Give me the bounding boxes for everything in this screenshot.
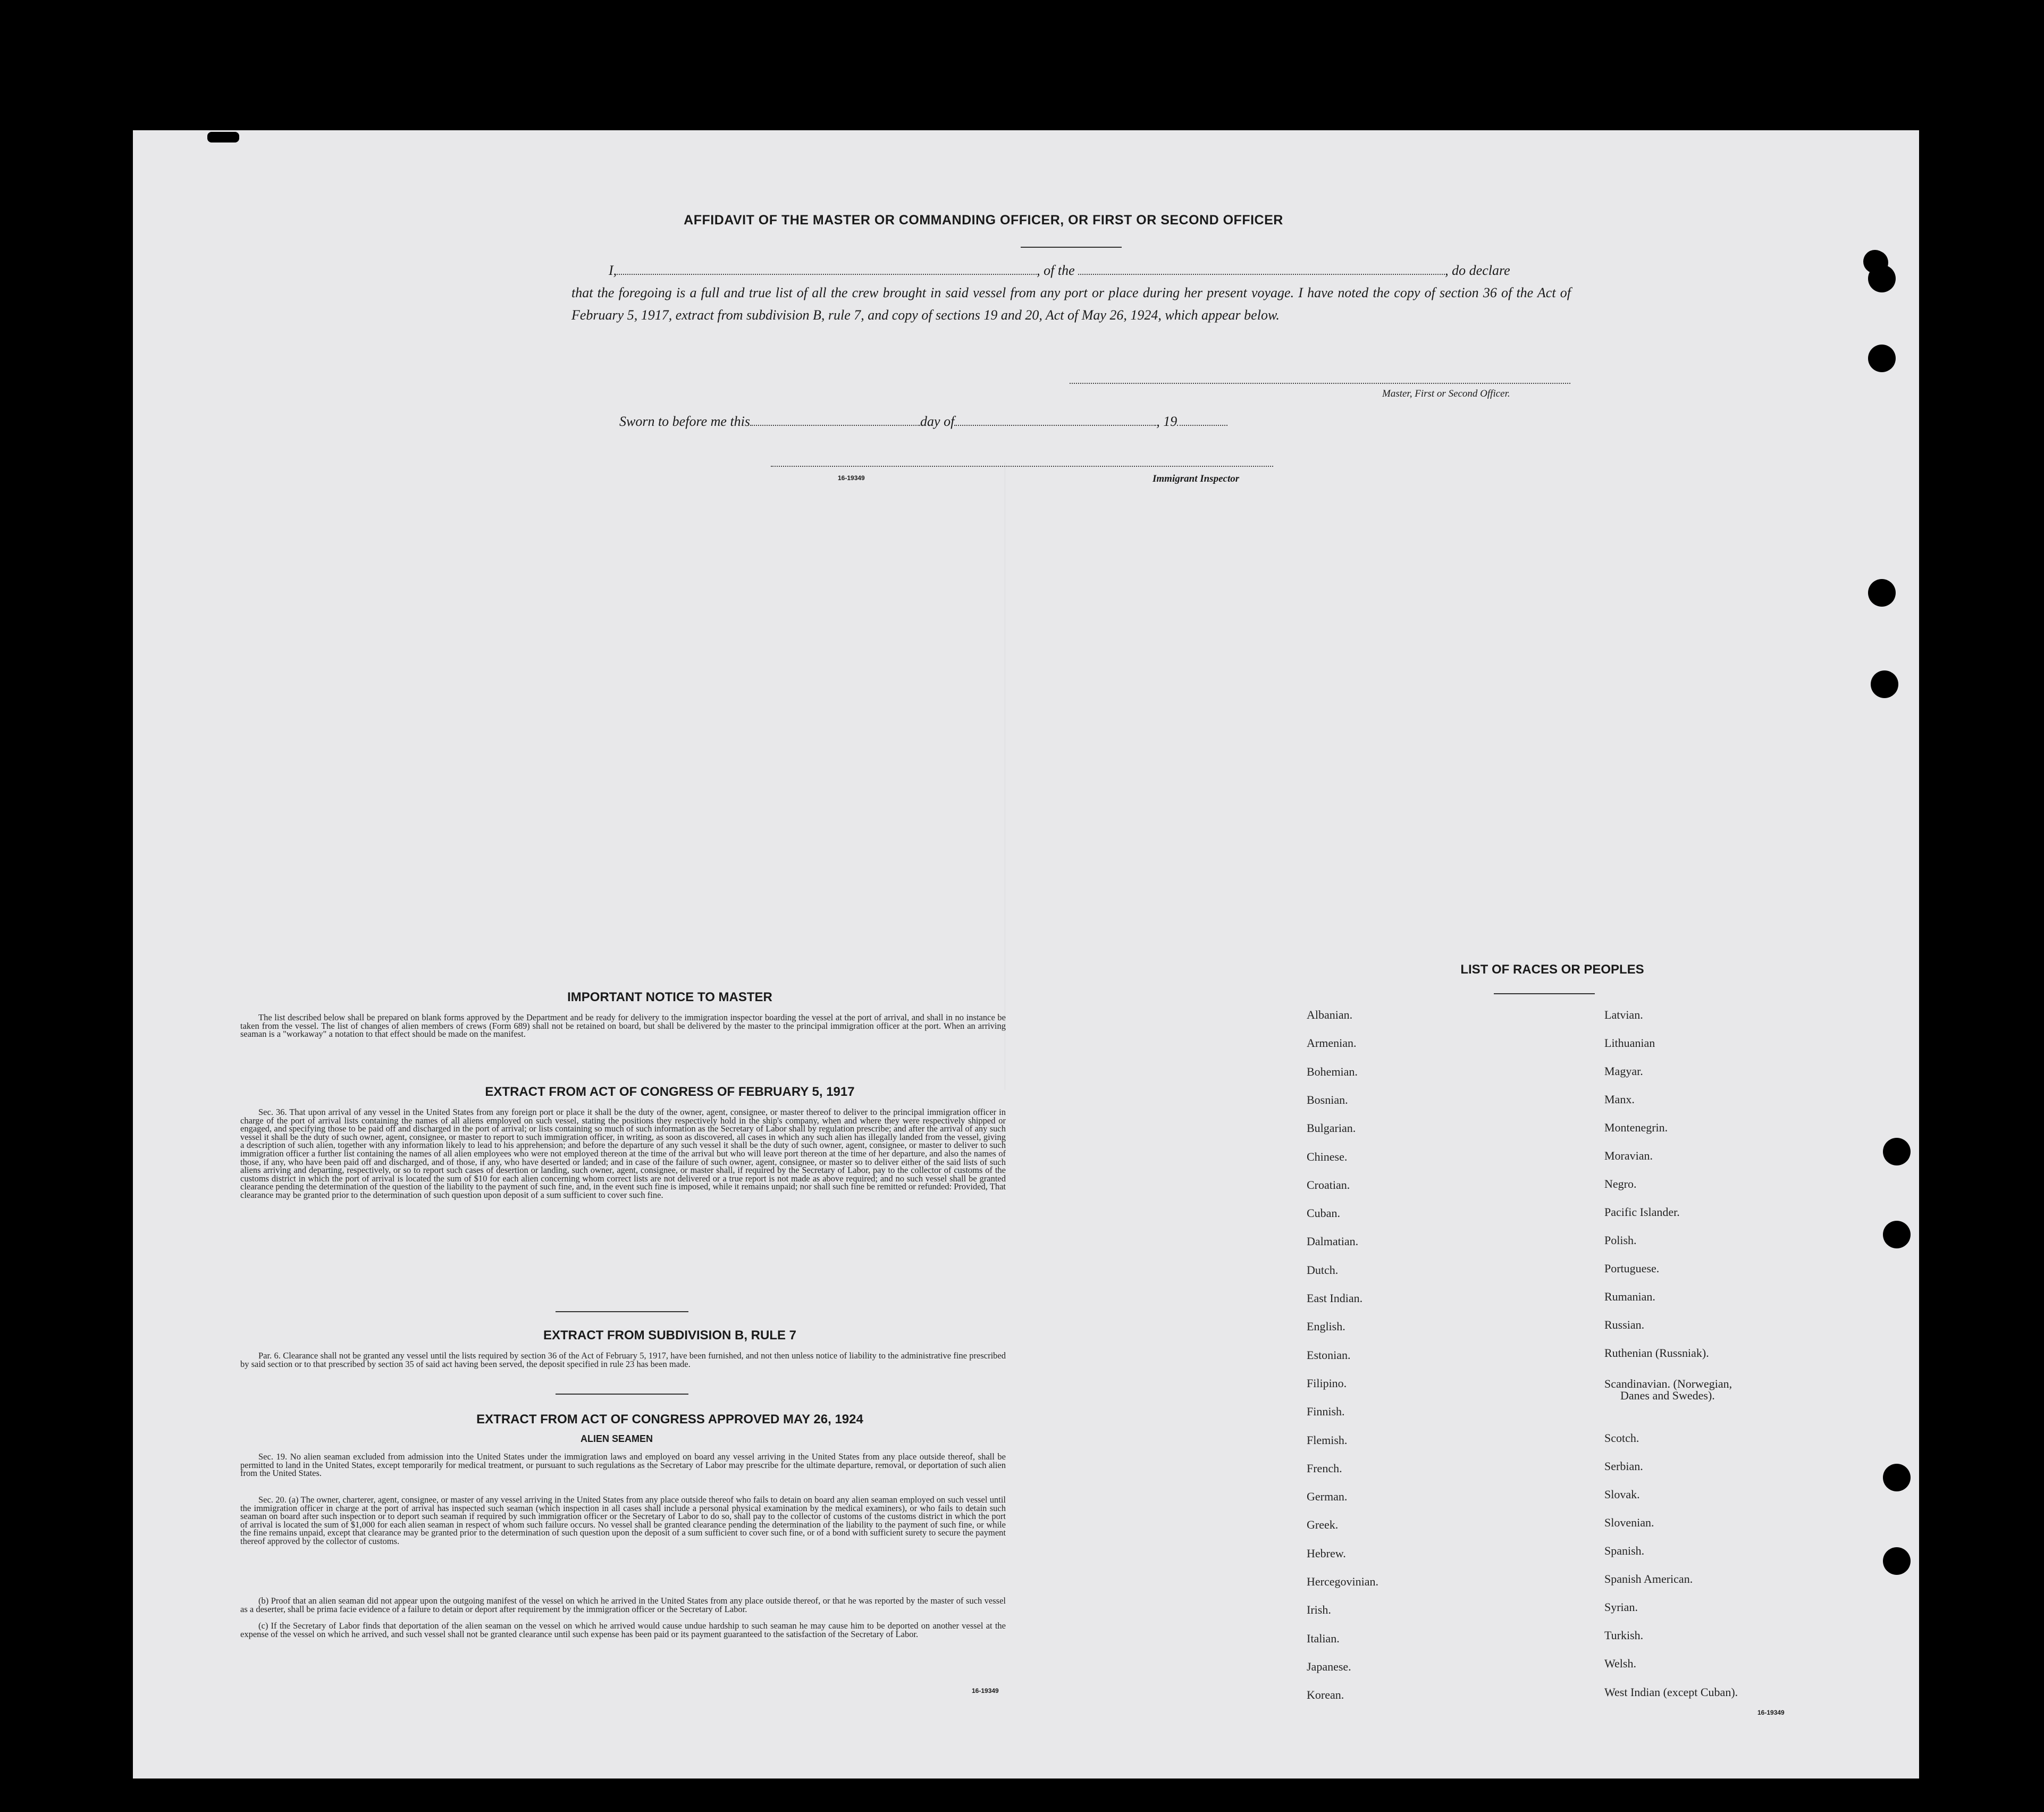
vessel-blank[interactable]: [1078, 264, 1445, 275]
race-item: Hercegovinian.: [1307, 1575, 1378, 1588]
sec20c-text: (c) If the Secretary of Labor finds that deportation of the alien seaman on the vessel on which he arrived would cause undue hardship to such seaman he may cause him to be deported on another vessel at the expense of the vessel on which he arrived, and such vessel shall not be granted clearance until such expense has been paid or its payment guaranteed to the satisfaction of the Secretary of Labor.: [240, 1621, 1006, 1639]
form-code: 16-19349: [1757, 1709, 1785, 1716]
race-item: German.: [1307, 1490, 1348, 1503]
race-item: Danes and Swedes).: [1620, 1389, 1715, 1402]
extract-1917-title: EXTRACT FROM ACT OF CONGRESS OF FEBRUARY 5, 1917: [485, 1085, 855, 1099]
master-signature-line[interactable]: [1070, 383, 1570, 384]
race-item: Hebrew.: [1307, 1547, 1346, 1560]
sworn-day-label: day of: [920, 414, 955, 429]
inspector-signature-line[interactable]: [771, 466, 1273, 467]
sworn-year-blank[interactable]: [1177, 415, 1227, 426]
race-item: Flemish.: [1307, 1433, 1348, 1447]
race-item: Estonian.: [1307, 1348, 1351, 1362]
race-item: Bohemian.: [1307, 1065, 1358, 1078]
affidavit-i: I,: [609, 263, 617, 278]
notice-title: IMPORTANT NOTICE TO MASTER: [567, 990, 772, 1004]
race-item: Ruthenian (Russniak).: [1604, 1346, 1709, 1360]
sec19-text: Sec. 19. No alien seaman excluded from admission into the United States under the immigration laws and employed on board any vessel arriving in the United States from any place outside thereof, shall be permitted to land in the United States, except temporarily for medical treatment, or pursuant to such regulations as the Secretary of Labor may prescribe for the ultimate departure, removal, or deportation of such alien from the United States.: [240, 1452, 1006, 1479]
section-rule: [556, 1394, 688, 1395]
binder-hole: [1883, 1547, 1911, 1575]
binder-hole: [1883, 1221, 1911, 1248]
alien-seamen-subtitle: ALIEN SEAMEN: [580, 1433, 653, 1444]
section-rule: [556, 1311, 688, 1312]
race-item: Moravian.: [1604, 1149, 1653, 1162]
race-item: Chinese.: [1307, 1150, 1348, 1163]
sworn-month-blank[interactable]: [954, 415, 1156, 426]
race-item: East Indian.: [1307, 1291, 1363, 1305]
race-item: Spanish.: [1604, 1544, 1645, 1557]
race-item: Japanese.: [1307, 1660, 1351, 1673]
binder-hole: [1868, 265, 1896, 292]
race-item: Croatian.: [1307, 1178, 1350, 1192]
race-item: Scotch.: [1604, 1431, 1639, 1445]
rule7-title: EXTRACT FROM SUBDIVISION B, RULE 7: [543, 1328, 797, 1343]
binder-hole: [1868, 345, 1896, 372]
race-item: Italian.: [1307, 1632, 1340, 1645]
race-item: Spanish American.: [1604, 1572, 1693, 1585]
race-item: Magyar.: [1604, 1064, 1643, 1078]
binder-hole: [1871, 670, 1898, 698]
extract-1924-title: EXTRACT FROM ACT OF CONGRESS APPROVED MAY 26, 1924: [476, 1412, 863, 1427]
race-item: Greek.: [1307, 1518, 1339, 1531]
inspector-label: Immigrant Inspector: [1153, 473, 1240, 484]
race-item: Welsh.: [1604, 1657, 1636, 1670]
race-item: French.: [1307, 1462, 1342, 1475]
master-label: Master, First or Second Officer.: [1382, 388, 1510, 399]
race-item: Scandinavian. (Norwegian,: [1604, 1377, 1732, 1390]
race-item: Montenegrin.: [1604, 1121, 1668, 1134]
race-item: Turkish.: [1604, 1629, 1644, 1642]
race-item: Bulgarian.: [1307, 1121, 1356, 1135]
sworn-day-blank[interactable]: [750, 415, 920, 426]
race-item: Negro.: [1604, 1177, 1637, 1190]
race-item: Syrian.: [1604, 1600, 1638, 1614]
race-item: Irish.: [1307, 1603, 1331, 1616]
race-item: Slovenian.: [1604, 1516, 1654, 1529]
name-blank[interactable]: [617, 264, 1037, 275]
races-title-rule: [1494, 993, 1595, 994]
race-item: Korean.: [1307, 1688, 1344, 1701]
race-item: Armenian.: [1307, 1036, 1357, 1050]
race-item: Bosnian.: [1307, 1093, 1348, 1106]
race-item: Serbian.: [1604, 1459, 1643, 1473]
race-item: Cuban.: [1307, 1206, 1340, 1220]
form-code: 16-19349: [838, 474, 865, 482]
binder-hole: [1883, 1464, 1911, 1491]
edge-tab: [1924, 1622, 1938, 1670]
sworn-prefix: Sworn to before me this: [619, 414, 751, 429]
edge-tab: [207, 132, 239, 142]
sec20a-text: Sec. 20. (a) The owner, charterer, agent, consignee, or master of any vessel arriving in the United States from any place outside thereof who fails to detain on board any alien seaman employed on such vessel until the immigration officer in charge at the port of arrival has inspected such seaman (which inspection in all cases shall include a personal physical examination by the medical examiners), or who fails to detain such seaman on board after such inspection or to deport such seaman if required by such immigration officer or the Secretary of Labor to do so, shall pay to the collector of customs of the customs district in which the port of arrival is located the sum of $1,000 for each alien seaman in respect of whom such failure occurs. No vessel shall be granted clearance pending the determination of the liability to the payment of such fine, or while the fine remains unpaid, except that clearance may be granted prior to the determination of such question upon the deposit of a sum sufficient to cover such fine, or of a bond with sufficient surety to secure the payment thereof approved by the collector of customs.: [240, 1495, 1006, 1546]
race-item: Albanian.: [1307, 1008, 1353, 1021]
race-item: Dutch.: [1307, 1263, 1339, 1277]
races-title: LIST OF RACES OR PEOPLES: [1460, 962, 1644, 977]
race-item: Polish.: [1604, 1234, 1637, 1247]
affidavit-body: that the foregoing is a full and true list of all the crew brought in said vessel from any port or place during her present voyage. I have noted the copy of section 36 of the Act of February 5, 1917, extract from subdivision B, rule 7, and copy of sections 19 and 20, Act of May 26, 1924, which appear below.: [571, 285, 1571, 323]
sec20b-text: (b) Proof that an alien seaman did not appear upon the outgoing manifest of the vessel on which he arrived in the United States from any place outside thereof, or that he was reported by the master of such vessel as a deserter, shall be prima facie evidence of a failure to detain or deport after requirement by the immigration officer or the Secretary of Labor.: [240, 1596, 1006, 1614]
sworn-year-label: , 19: [1156, 414, 1177, 429]
race-item: Dalmatian.: [1307, 1235, 1359, 1248]
rule7-text: Par. 6. Clearance shall not be granted any vessel until the lists required by section 36 of the Act of February 5, 1917, have been furnished, and not then unless notice of liability to the administrative fine prescribed by said section or to that prescribed by section 35 of said act having been served, the deposit specified in rule 23 has been made.: [240, 1350, 1006, 1369]
affidavit-title: AFFIDAVIT OF THE MASTER OR COMMANDING OFFICER, OR FIRST OR SECOND OFFICER: [684, 213, 1283, 228]
race-item: Slovak.: [1604, 1488, 1640, 1501]
sworn-line: [619, 414, 1227, 430]
race-item: Rumanian.: [1604, 1290, 1655, 1303]
extract-1917-text: Sec. 36. That upon arrival of any vessel in the United States from any foreign port or place it shall be the duty of the owner, agent, consignee, or master thereof to deliver to the principal immigration officer in charge of the port of arrival lists containing the names of all aliens employed on such vessel, stating the positions they respectively hold in the ship's company, when and where they were respectively shipped or engaged, and specifying those to be paid off and discharged in the port of arrival; or lists containing so much of such information as the Secretary of Labor shall by regulation prescribe; and after the arrival of any such vessel it shall be the duty of such owner, agent, consignee, or master to report to such immigration officer, in writing, as soon as discovered, all cases in which any such alien has illegally landed from the vessel, giving a description of such alien, together with any information likely to lead to his apprehension; and before the departure of any such vessel it shall be the duty of such owner, agent, consignee, or master to deliver to such immigration officer a further list containing the names of all alien employees who were not employed thereon at the time of the arrival but who will leave port thereon at the time of her departure, and also the names of those, if any, who have been paid off and discharged, and of those, if any, who have deserted or landed; and in case of the failure of such owner, agent, consignee, or master so to deliver either of the said lists of such aliens arriving and departing, respectively, or so to report such cases of desertion or landing, such owner, agent, consignee, or master shall, if required by the Secretary of Labor, pay to the collector of customs of the customs district in which the port of arrival is located the sum of $10 for each alien concerning whom correct lists are not delivered or a true report is not made as above required; and no such vessel shall be granted clearance pending the determination of the question of the liability to the payment of such fine, and, in the event such fine is imposed, while it remains unpaid; nor shall such fine be remitted or refunded: Provided, That clearance may be granted prior to the determination of such question upon deposit of a sum sufficient to cover such fine.: [240, 1107, 1006, 1200]
race-item: Manx.: [1604, 1093, 1635, 1106]
notice-text: The list described below shall be prepared on blank forms approved by the Department and be ready for delivery to the immigration inspector boarding the vessel at the port of arrival, and shall in no instance be taken from the vessel. The list of changes of alien members of crews (Form 689) shall not be retained on board, but shall be delivered by the master to the principal immigration officer at the port. When an arriving seaman is a "workaway" a notation to that effect should be made on the manifest.: [240, 1012, 1006, 1039]
race-item: Latvian.: [1604, 1008, 1643, 1021]
affidavit-declare: , do declare: [1445, 263, 1510, 278]
race-item: Lithuanian: [1604, 1036, 1655, 1050]
race-item: Finnish.: [1307, 1405, 1345, 1418]
binder-hole: [1883, 1138, 1911, 1165]
race-item: Russian.: [1604, 1318, 1645, 1331]
affidavit-text: [571, 259, 1571, 326]
binder-hole: [1868, 579, 1896, 607]
form-code: 16-19349: [972, 1687, 999, 1694]
title-rule: [1021, 247, 1122, 248]
affidavit-of: , of the: [1037, 263, 1079, 278]
race-item: Pacific Islander.: [1604, 1205, 1680, 1219]
race-item: Portuguese.: [1604, 1262, 1660, 1275]
race-item: English.: [1307, 1320, 1345, 1333]
race-item: Filipino.: [1307, 1377, 1347, 1390]
race-item: West Indian (except Cuban).: [1604, 1685, 1738, 1699]
